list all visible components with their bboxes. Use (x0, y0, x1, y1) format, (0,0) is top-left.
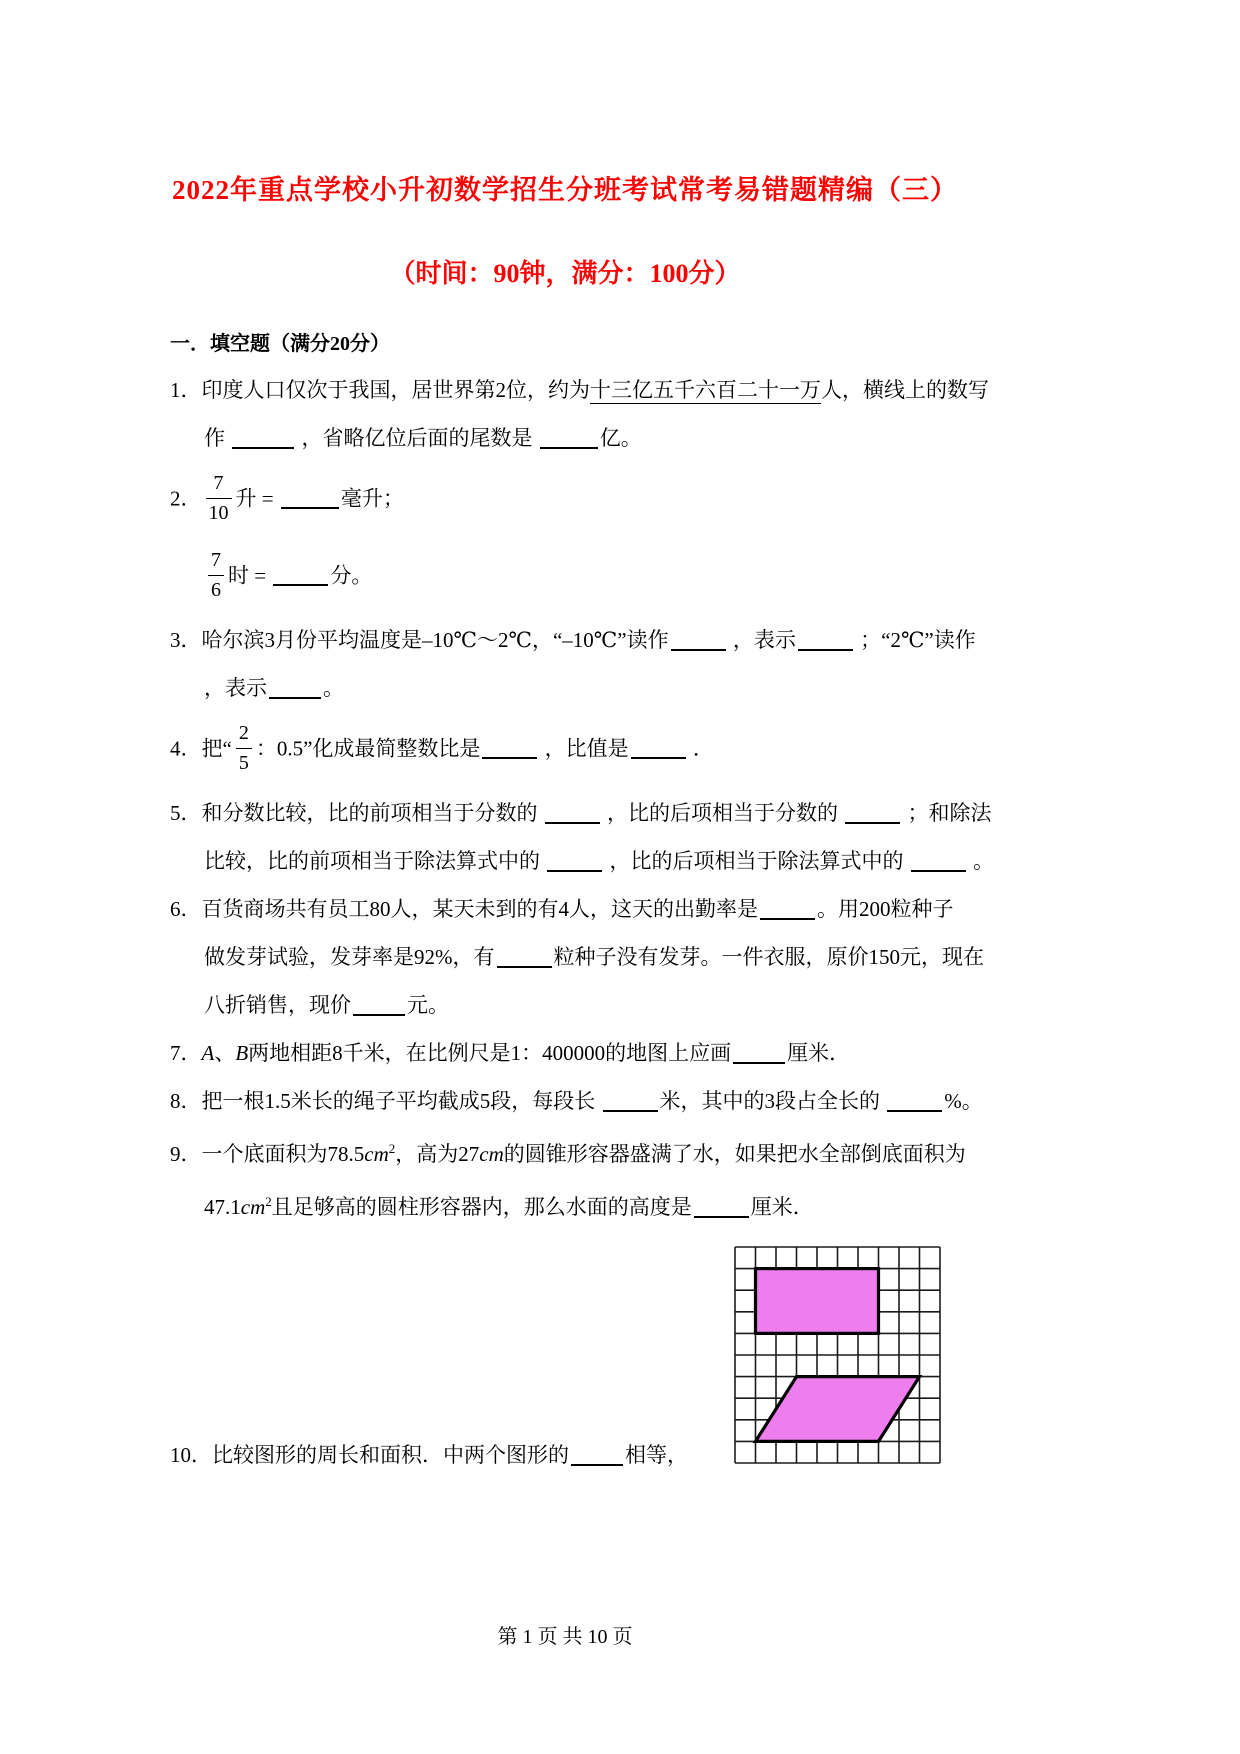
text-segment: 3．哈尔滨3月份平均温度是–10℃～2℃，“–10℃”读作 (170, 628, 669, 652)
answer-blank (232, 426, 294, 449)
text-segment: cm (364, 1142, 389, 1166)
text-segment: 相等， (625, 1443, 688, 1467)
text-segment: cm (479, 1142, 504, 1166)
text-segment: ，表示 (204, 676, 267, 700)
fraction (208, 546, 224, 605)
page-content (170, 150, 994, 1488)
answer-blank (694, 1195, 749, 1218)
text-segment: ；和除法 (902, 801, 992, 825)
answer-blank (760, 897, 815, 920)
page-title: 2022年重点学校小升初数学招生分班考试常考易错题精编（三） (172, 175, 958, 205)
text-segment: 元。 (407, 993, 449, 1017)
question-list (170, 375, 994, 1222)
question-6-line (170, 990, 960, 1020)
text-segment: ；“2℃”读作 (854, 628, 976, 652)
question-1-line (170, 375, 989, 405)
text-segment: ，比的后项相当于除法算式中的 (604, 849, 909, 873)
text-segment: 5．和分数比较，比的前项相当于分数的 (170, 801, 543, 825)
grid-figure-svg (732, 1244, 943, 1466)
text-segment: 2． (170, 486, 202, 511)
text-segment: ，比的后项相当于分数的 (601, 801, 844, 825)
page-footer: 第 1 页 共 10 页 (497, 1626, 633, 1648)
text-segment: 分。 (330, 563, 373, 588)
text-segment: 的圆锥形容器盛满了水，如果把水全部倒底面积为 (503, 1142, 966, 1166)
text-segment: ，表示 (727, 628, 796, 652)
text-segment: 且足够高的圆柱形容器内，那么水面的高度是 (271, 1195, 692, 1219)
question-8-line (170, 1086, 983, 1116)
fraction (236, 719, 252, 778)
text-segment: 6．百货商场共有员工80人，某天未到的有4人，这天的出勤率是 (170, 897, 758, 921)
fraction-denominator: 6 (211, 579, 221, 601)
text-segment: 47.1 (204, 1195, 241, 1219)
text-segment: B (235, 1041, 249, 1065)
answer-blank (482, 736, 537, 759)
answer-blank (571, 1443, 623, 1466)
question-9-line (170, 1187, 960, 1222)
text-segment: A (201, 1041, 215, 1065)
text-segment: 亿。 (599, 426, 642, 450)
question-7-line (170, 1038, 960, 1068)
text-segment: 厘米． (750, 1195, 814, 1219)
question-6-line (170, 894, 960, 924)
answer-blank (631, 736, 686, 759)
text-segment: 粒种子没有发芽。一件衣服，原价150元，现在 (553, 945, 984, 969)
text-segment: 厘米． (787, 1041, 851, 1065)
rectangle-shape (756, 1269, 879, 1334)
section-heading: 一．填空题（满分20分） (170, 333, 390, 355)
answer-blank (798, 628, 853, 651)
text-segment: 时 = (228, 563, 272, 588)
text-segment: 、 (214, 1041, 236, 1065)
text-segment: 9．一个底面积为78.5 (170, 1142, 365, 1166)
answer-blank (671, 628, 726, 651)
parallelogram-shape (756, 1377, 920, 1442)
answer-blank (281, 486, 339, 509)
text-segment: 毫升； (340, 486, 404, 511)
text-segment: cm (240, 1195, 266, 1219)
answer-blank (545, 801, 600, 824)
question-3-line (170, 625, 976, 655)
answer-blank (845, 801, 900, 824)
text-segment: 比较，比的前项相当于除法算式中的 (204, 849, 546, 873)
answer-blank (887, 1089, 942, 1112)
text-segment: ，比值是 (539, 736, 629, 761)
text-segment: 八折销售，现价 (204, 993, 351, 1017)
text-segment: 4．把“ (170, 736, 232, 761)
text-segment: 2 (265, 1194, 272, 1209)
fraction-numerator: 2 (236, 719, 252, 749)
text-segment: 。 (323, 676, 344, 700)
text-segment: 1．印度人口仅次于我国，居世界第2位，约为 (170, 378, 590, 402)
question-5-line (170, 846, 994, 876)
text-segment: 8．把一根1.5米长的绳子平均截成5段，每段长 (170, 1089, 601, 1113)
question-2-line (170, 548, 960, 607)
text-segment: 2 (388, 1141, 396, 1156)
text-segment: 人，横线上的数写 (821, 378, 989, 402)
answer-blank (269, 676, 321, 699)
question-4-line (170, 721, 960, 780)
question-6-line (170, 942, 984, 972)
answer-blank (547, 849, 602, 872)
text-segment: 作 (204, 426, 231, 450)
text-segment: 十三亿五千六百二十一万 (590, 378, 821, 402)
text-segment: %。 (944, 1089, 983, 1113)
fraction-numerator: 7 (208, 546, 224, 576)
text-segment: ，高为27 (395, 1142, 480, 1166)
fraction (206, 469, 232, 528)
answer-blank (497, 945, 552, 968)
text-segment: 。用200粒种子 (817, 897, 954, 921)
question-9-line (170, 1134, 966, 1169)
answer-blank (540, 426, 598, 449)
fraction-denominator: 10 (208, 502, 229, 524)
page-subtitle: （时间：90钟，满分：100分） (389, 259, 741, 288)
answer-blank (273, 563, 328, 586)
text-segment: 升 = (235, 486, 279, 511)
text-segment: ，省略亿位后面的尾数是 (296, 426, 538, 450)
text-segment: 两地相距8千米，在比例尺是1：400000的地图上应画 (248, 1041, 732, 1065)
answer-blank (603, 1089, 658, 1112)
answer-blank (911, 849, 966, 872)
answer-blank (733, 1041, 785, 1064)
answer-blank (353, 993, 405, 1016)
question-3-line (170, 673, 960, 703)
text-segment: 米，其中的3段占全长的 (659, 1089, 886, 1113)
text-segment: ． (687, 736, 714, 761)
text-segment: 10．比较图形的周长和面积．中两个图形的 (170, 1443, 569, 1467)
text-segment: ：0.5”化成最简整数比是 (255, 736, 481, 761)
question-2-line (170, 471, 960, 530)
question-1-line (170, 423, 960, 453)
fraction-denominator: 5 (238, 752, 249, 774)
grid-figure (732, 1244, 942, 1464)
fraction-numerator: 7 (206, 469, 232, 499)
text-segment: 做发芽试验，发芽率是92%，有 (204, 945, 495, 969)
question-5-line (170, 798, 992, 828)
text-segment: 7． (170, 1041, 202, 1065)
text-segment: 。 (967, 849, 994, 873)
